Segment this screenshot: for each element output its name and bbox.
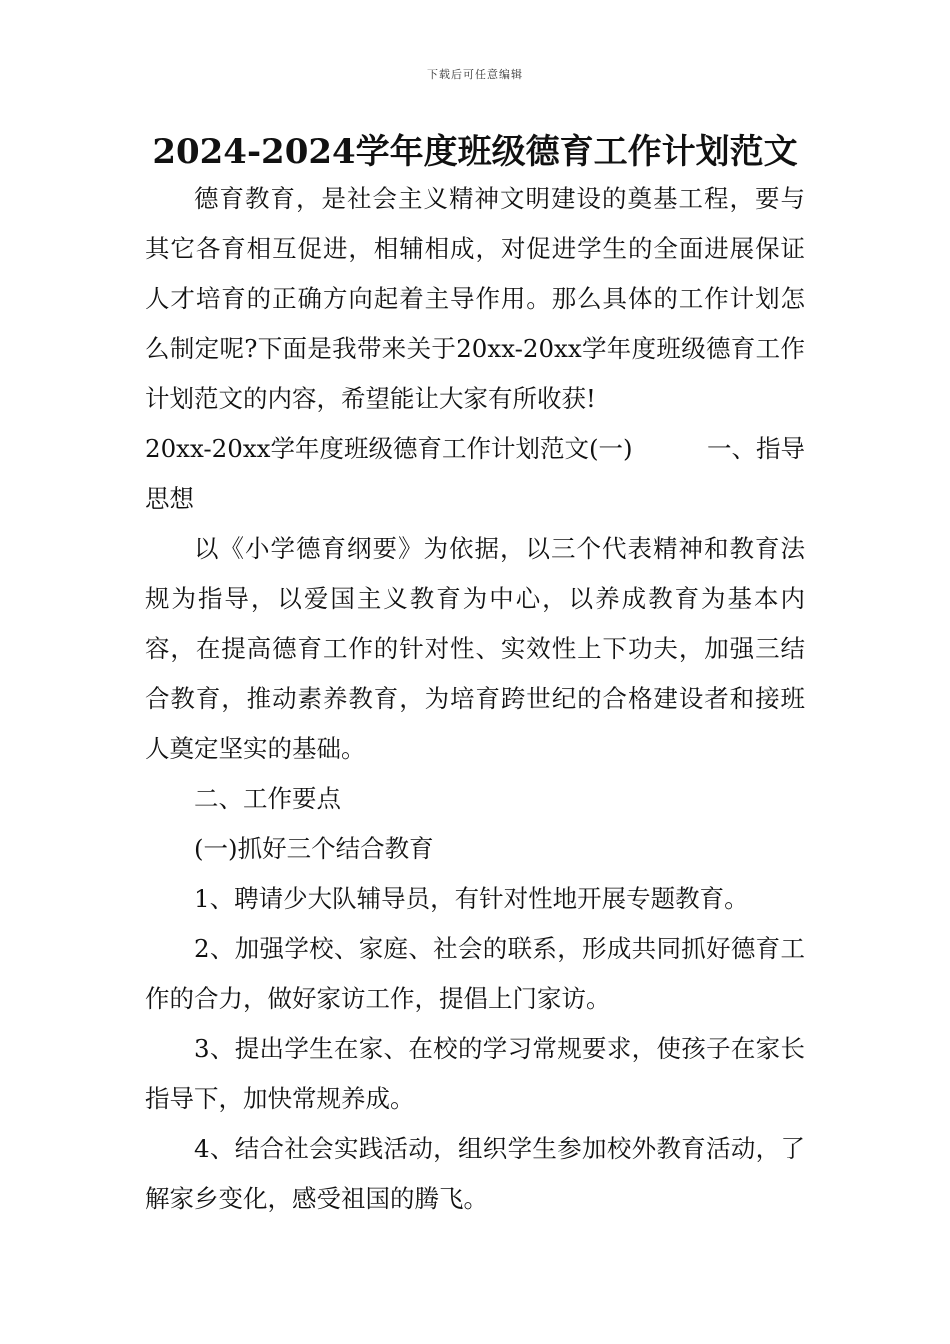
document-title: 2024-2024学年度班级德育工作计划范文	[152, 132, 798, 172]
list-item-3: 3、提出学生在家、在校的学习常规要求，使孩子在家长指导下，加快常规养成。	[145, 1034, 805, 1113]
guiding-heading: 一、指导	[707, 434, 805, 463]
list-item-2: 2、加强学校、家庭、社会的联系，形成共同抓好德育工作的合力，做好家访工作，提倡上门家访。	[145, 934, 805, 1013]
list-item-1: 1、聘请少大队辅导员，有针对性地开展专题教育。	[194, 884, 749, 913]
header-note: 下载后可任意编辑	[427, 68, 523, 81]
list-item-4: 4、结合社会实践活动，组织学生参加校外教育活动，了解家乡变化，感受祖国的腾飞。	[145, 1134, 805, 1213]
intro-paragraph: 德育教育，是社会主义精神文明建设的奠基工程，要与其它各育相互促进，相辅相成，对促进学生的全面进展保证人才培育的正确方向起着主导作用。那么具体的工作计划怎么制定呢?下面是我带来关于20xx-20xx学年度班级德育工作计划范文的内容，希望能让大家有所收获!	[145, 184, 805, 413]
guiding-heading-continued: 思想	[145, 484, 194, 513]
section-heading-line	[145, 424, 805, 474]
guiding-paragraph: 以《小学德育纲要》为依据，以三个代表精神和教育法规为指导，以爱国主义教育为中心，以养成教育为基本内容，在提高德育工作的针对性、实效性上下功夫，加强三结合教育，推动素养教育，为培育跨世纪的合格建设者和接班人奠定坚实的基础。	[145, 534, 805, 763]
subheading-1: (一)抓好三个结合教育	[194, 834, 434, 863]
work-points-heading: 二、工作要点	[194, 784, 341, 813]
section-title: 20xx-20xx学年度班级德育工作计划范文(一)	[145, 434, 633, 463]
document-body	[145, 174, 805, 1224]
